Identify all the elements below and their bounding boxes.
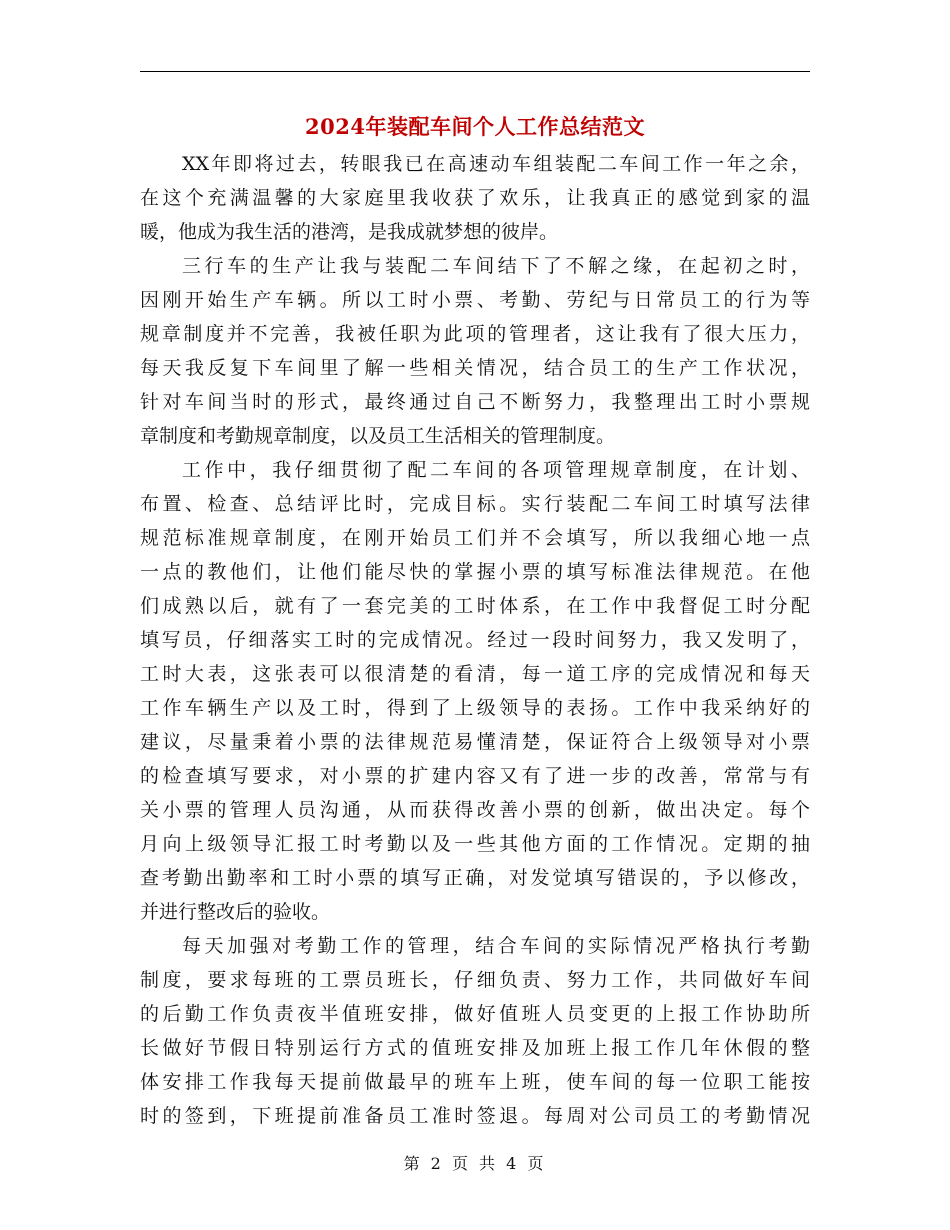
text-line: 的检查填写要求，对小票的扩建内容又有了进一步的改善，常常与有: [140, 765, 810, 787]
text-line: 因刚开始生产车辆。所以工时小票、考勤、劳纪与日常员工的行为等: [140, 289, 810, 311]
text-line: XX年即将过去，转眼我已在高速动车组装配二车间工作一年之余，: [182, 153, 810, 175]
document-body: [140, 147, 810, 1133]
text-line: 针对车间当时的形式，最终通过自己不断努力，我整理出工时小票规: [140, 391, 810, 413]
paragraph-2: [140, 249, 810, 453]
text-line: 月向上级领导汇报工时考勤以及一些其他方面的工作情况。定期的抽: [140, 833, 810, 855]
text-line: 查考勤出勤率和工时小票的填写正确，对发觉填写错误的，予以修改，: [140, 867, 810, 889]
text-line: 建议，尽量秉着小票的法律规范易懂清楚，保证符合上级领导对小票: [140, 731, 810, 753]
text-line: 制度，要求每班的工票员班长，仔细负责、努力工作，共同做好车间: [140, 969, 810, 991]
text-line: 三行车的生产让我与装配二车间结下了不解之缘，在起初之时，: [182, 255, 810, 277]
text-line: 并进行整改后的验收。: [140, 901, 331, 923]
text-line: 每天我反复下车间里了解一些相关情况，结合员工的生产工作状况，: [140, 357, 810, 379]
text-line: 们成熟以后，就有了一套完美的工时体系，在工作中我督促工时分配: [140, 595, 810, 617]
paragraph-4: [140, 929, 810, 1133]
text-line: 布置、检查、总结评比时，完成目标。实行装配二车间工时填写法律: [140, 493, 810, 515]
text-line: 一点的教他们，让他们能尽快的掌握小票的填写标准法律规范。在他: [140, 561, 810, 583]
paragraph-1: [140, 147, 810, 249]
text-line: 工时大表，这张表可以很清楚的看清，每一道工序的完成情况和每天: [140, 663, 810, 685]
text-line: 每天加强对考勤工作的管理，结合车间的实际情况严格执行考勤: [182, 935, 810, 957]
text-line: 体安排工作我每天提前做最早的班车上班，使车间的每一位职工能按: [140, 1071, 810, 1093]
text-line: 关小票的管理人员沟通，从而获得改善小票的创新，做出决定。每个: [140, 799, 810, 821]
text-line: 规章制度并不完善，我被任职为此项的管理者，这让我有了很大压力，: [140, 323, 810, 345]
text-line: 长做好节假日特别运行方式的值班安排及加班上报工作几年休假的整: [140, 1037, 810, 1059]
text-line: 规范标准规章制度，在刚开始员工们并不会填写，所以我细心地一点: [140, 527, 810, 549]
header-rule: [140, 71, 810, 72]
text-line: 时的签到，下班提前准备员工准时签退。每周对公司员工的考勤情况: [140, 1105, 810, 1127]
text-line: 章制度和考勤规章制度，以及员工生活相关的管理制度。: [140, 425, 616, 447]
text-line: 填写员，仔细落实工时的完成情况。经过一段时间努力，我又发明了，: [140, 629, 810, 651]
text-line: 工作车辆生产以及工时，得到了上级领导的表扬。工作中我采纳好的: [140, 697, 810, 719]
text-line: 的后勤工作负责夜半值班安排，做好值班人员变更的上报工作协助所: [140, 1003, 810, 1025]
page-number: 第 2 页 共 4 页: [403, 1154, 547, 1173]
text-line: 在这个充满温馨的大家庭里我收获了欢乐，让我真正的感觉到家的温: [140, 187, 810, 209]
paragraph-3: [140, 453, 810, 929]
text-line: 暖，他成为我生活的港湾，是我成就梦想的彼岸。: [140, 221, 559, 243]
text-line: 工作中，我仔细贯彻了配二车间的各项管理规章制度，在计划、: [182, 459, 810, 481]
document-title: 2024年装配车间个人工作总结范文: [305, 114, 645, 139]
